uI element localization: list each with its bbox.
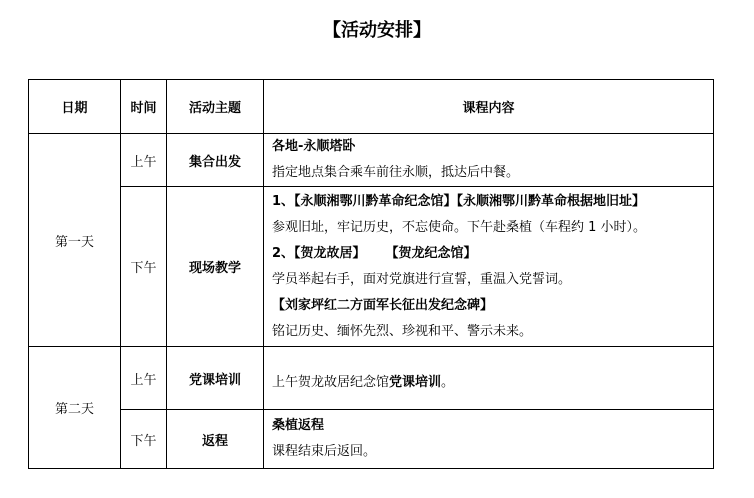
content-line: 课程结束后返回。 [272, 444, 377, 459]
content-line: 指定地点集合乘车前往永顺，抵达后中餐。 [272, 165, 520, 180]
content-line: 【刘家坪红二方面军长征出发纪念碑】 [272, 297, 494, 313]
header-time: 时间 [121, 80, 167, 134]
day2-morning-content [264, 347, 714, 410]
content-fragment: 。 [441, 375, 455, 390]
day1-morning-time: 上午 [121, 134, 167, 187]
content-line: 1、【永顺湘鄂川黔革命纪念馆】【永顺湘鄂川黔革命根据地旧址】 [272, 193, 646, 209]
content-fragment: 上午贺龙故居纪念馆 [272, 375, 390, 390]
day1-morning-theme: 集合出发 [167, 134, 264, 187]
content-line [272, 241, 713, 267]
content-line: 学员举起右手，面对党旗进行宣誓，重温入党誓词。 [272, 271, 572, 287]
day1-afternoon-time: 下午 [121, 187, 167, 347]
content-line: 桑植返程 [272, 418, 325, 433]
day2-afternoon-content [264, 410, 714, 469]
table-row [29, 187, 714, 347]
day1-afternoon-theme: 现场教学 [167, 187, 264, 347]
table-row [29, 134, 714, 187]
page-title: 【活动安排】 [323, 20, 431, 41]
header-theme: 活动主题 [167, 80, 264, 134]
header-content: 课程内容 [264, 80, 714, 134]
schedule-table [28, 79, 714, 469]
content-fragment: 2、【贺龙故居】 [272, 245, 366, 261]
day2-morning-theme: 党课培训 [167, 347, 264, 410]
content-line [272, 360, 713, 396]
day2-label: 第二天 [29, 347, 121, 469]
day1-morning-content [264, 134, 714, 187]
day2-afternoon-time: 下午 [121, 410, 167, 469]
header-date: 日期 [29, 80, 121, 134]
day1-label: 第一天 [29, 134, 121, 347]
content-line: 参观旧址，牢记历史，不忘使命。下午赴桑植（车程约 1 小时）。 [272, 219, 647, 235]
content-fragment: 党课培训 [389, 375, 442, 390]
day2-morning-time: 上午 [121, 347, 167, 410]
header-row [29, 80, 714, 134]
table-row [29, 410, 714, 469]
day2-afternoon-theme: 返程 [167, 410, 264, 469]
table-row [29, 347, 714, 410]
content-fragment: 【贺龙纪念馆】 [385, 245, 477, 261]
content-line: 各地-永顺塔卧 [272, 139, 356, 154]
day1-afternoon-content [264, 187, 714, 347]
content-line: 铭记历史、缅怀先烈、珍视和平、警示未来。 [272, 323, 533, 339]
